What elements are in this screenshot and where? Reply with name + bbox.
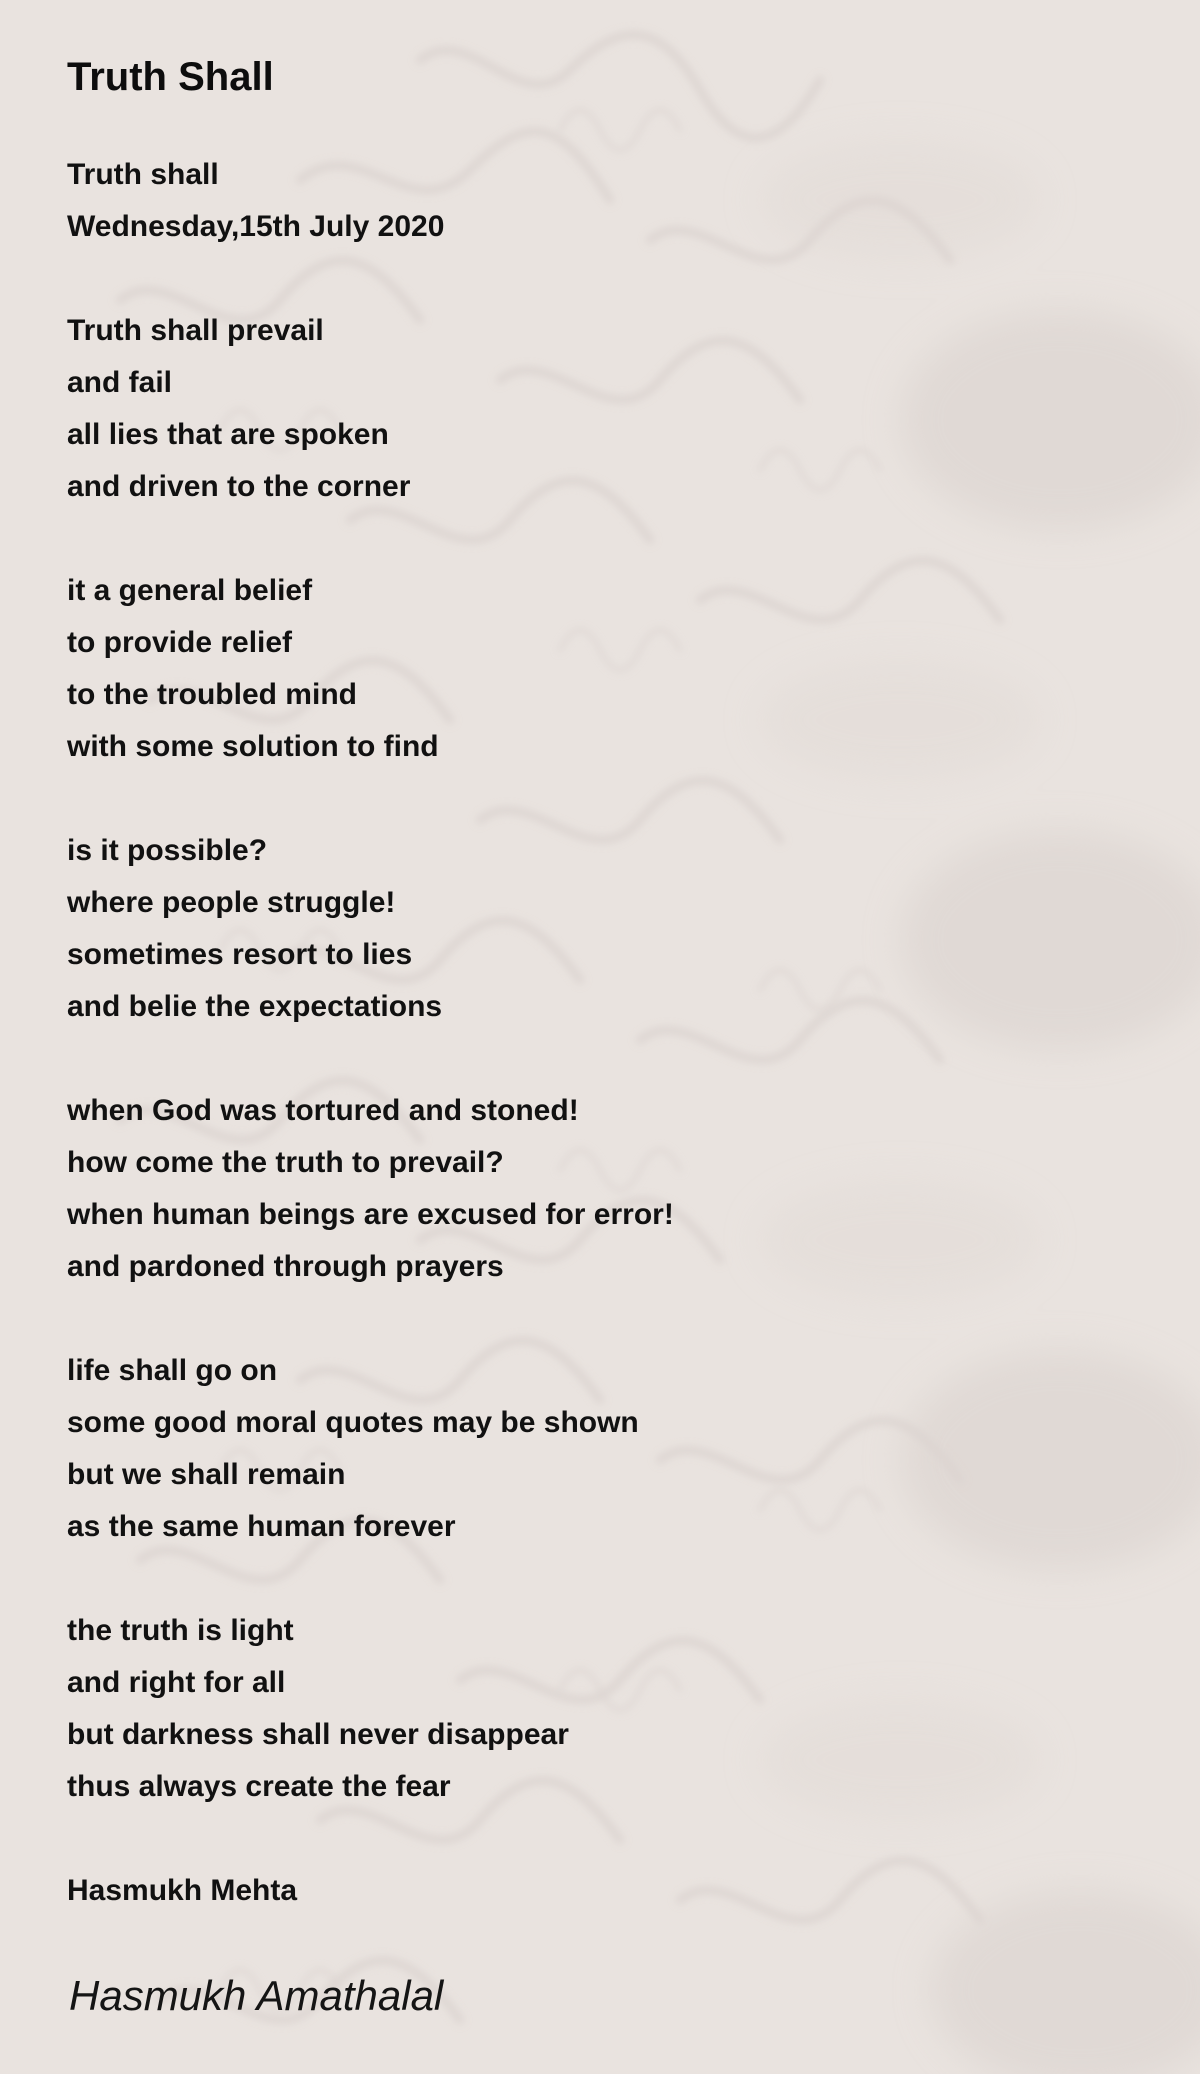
poem-line: all lies that are spoken <box>67 418 389 451</box>
poem-line: some good moral quotes may be shown <box>67 1406 639 1439</box>
poem-line: how come the truth to prevail? <box>67 1146 504 1179</box>
poem-line: thus always create the fear <box>67 1770 451 1803</box>
poem-line: as the same human forever <box>67 1510 456 1543</box>
poem-line: where people struggle! <box>67 886 396 919</box>
stanza-break <box>67 513 674 565</box>
poem-title: Truth Shall <box>67 55 274 99</box>
poem-line: is it possible? <box>67 834 268 867</box>
poem-line: when God was tortured and stoned! <box>67 1094 579 1127</box>
stanza-break <box>67 253 674 305</box>
poem-line: Truth shall <box>67 158 219 191</box>
poem-body <box>67 149 674 1917</box>
poem-line: and belie the expectations <box>67 990 443 1023</box>
poem-line: to provide relief <box>67 626 293 659</box>
stanza-break <box>67 1813 674 1865</box>
poem-date-line: Wednesday,15th July 2020 <box>67 210 445 243</box>
stanza-break <box>67 773 674 825</box>
poem-line: the truth is light <box>67 1614 294 1647</box>
poem-line: but darkness shall never disappear <box>67 1718 569 1751</box>
poem-author-line: Hasmukh Mehta <box>67 1874 298 1907</box>
poem-line: but we shall remain <box>67 1458 346 1491</box>
poem-line: Truth shall prevail <box>67 314 324 347</box>
stanza-break <box>67 1033 674 1085</box>
poem-line: and fail <box>67 366 173 399</box>
poem-line: and driven to the corner <box>67 470 411 503</box>
poem-line: and pardoned through prayers <box>67 1250 504 1283</box>
stanza-break <box>67 1293 674 1345</box>
poet-signature: Hasmukh Amathalal <box>69 1972 444 2019</box>
poem-line: with some solution to find <box>67 730 439 763</box>
poem-line: it a general belief <box>67 574 313 607</box>
poem-line: to the troubled mind <box>67 678 357 711</box>
poem-line: sometimes resort to lies <box>67 938 413 971</box>
poem-line: life shall go on <box>67 1354 278 1387</box>
stanza-break <box>67 1553 674 1605</box>
poem-line: and right for all <box>67 1666 286 1699</box>
poem-line: when human beings are excused for error! <box>67 1198 674 1231</box>
